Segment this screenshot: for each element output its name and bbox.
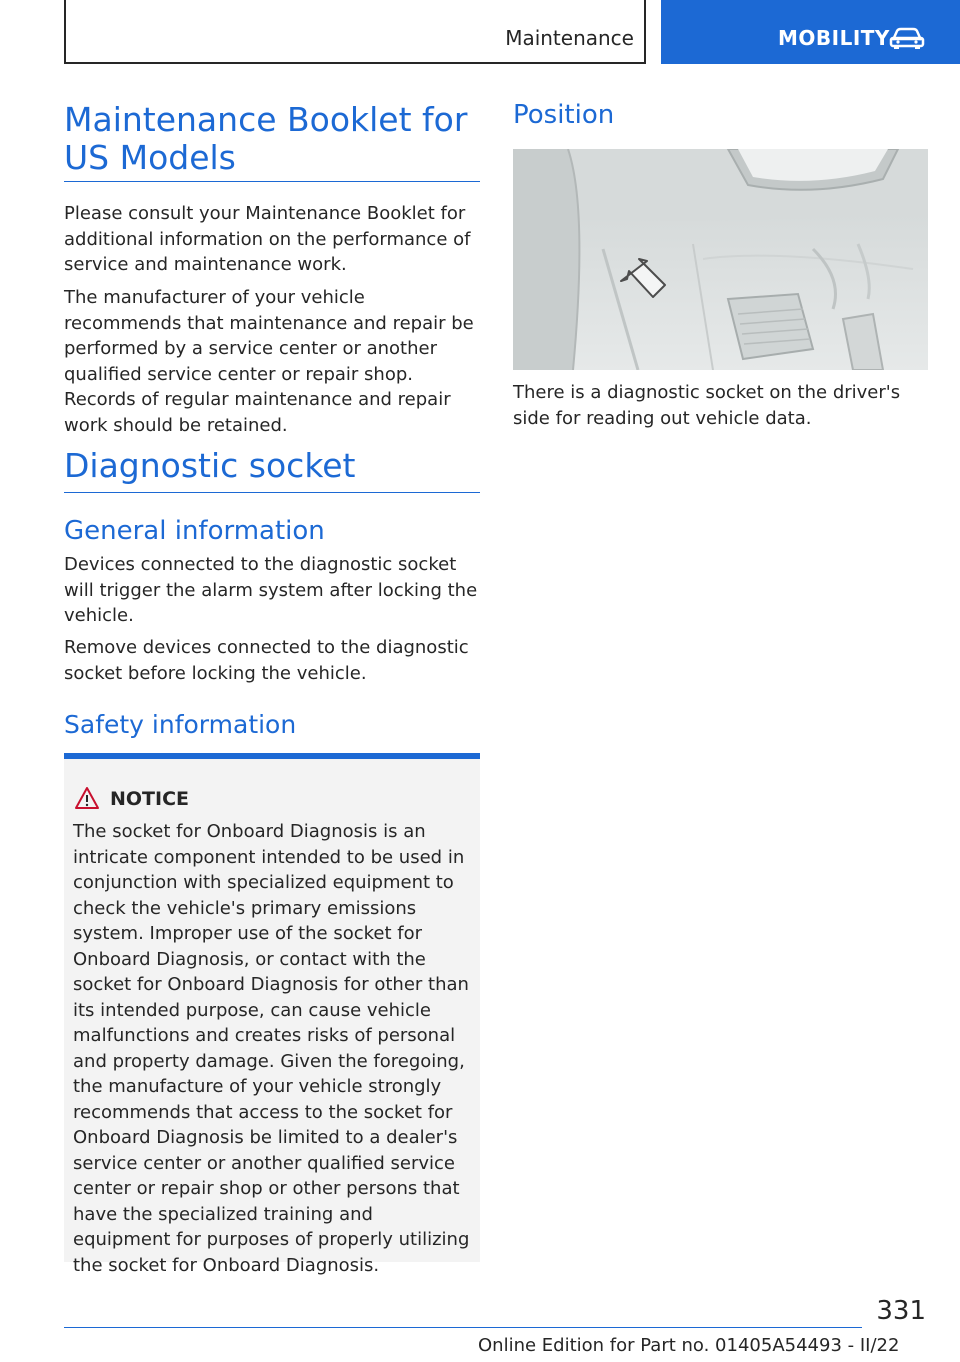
header-section-box xyxy=(64,0,646,64)
general-info-paragraph-2: Remove devices connected to the diagnostic socket before locking the vehicle. xyxy=(64,637,469,684)
booklet-heading: Maintenance Booklet for US Models xyxy=(64,100,468,177)
booklet-paragraph-2: The manufacturer of your vehicle recommends that maintenance and repair be performed by a service center or another qualified service center or repair shop. Records of regular maintenance and repair work should be retained. xyxy=(64,287,474,436)
general-info-paragraph-1: Devices connected to the diagnostic socket will trigger the alarm system after locking the vehicle. xyxy=(64,554,478,626)
footer-rule xyxy=(64,1327,862,1328)
safety-info-heading: Safety information xyxy=(64,710,297,739)
position-heading: Position xyxy=(513,100,615,130)
notice-box xyxy=(64,753,480,1276)
diagnostic-socket-photo xyxy=(513,149,928,370)
edition-text: Online Edition for Part no. 01405A54493 - II/22 xyxy=(478,1335,900,1356)
heading-rule xyxy=(64,181,480,182)
chapter-label: MOBILITY xyxy=(778,26,890,50)
booklet-paragraph-1: Please consult your Maintenance Booklet for additional information on the performance of service and maintenance work. xyxy=(64,203,471,275)
general-info-heading: General information xyxy=(64,516,325,546)
position-caption: There is a diagnostic socket on the driver's side for reading out vehicle data. xyxy=(513,382,901,429)
page-number: 331 xyxy=(876,1296,926,1326)
section-title: Maintenance xyxy=(505,26,634,50)
notice-text: The socket for Onboard Diagnosis is an intricate component intended to be used in conjunction with specialized equipment to check the vehicle's primary emissions system. Improper use of the socket for Onboard Diagnosis, or contact with the socket for Onboard Diagnosis for other than its intended purpose, can cause vehicle malfunctions and creates risks of personal and property damage. Given the foregoing, the manufacture of your vehicle strongly recommends that access to the socket for Onboard Diagnosis be limited to a dealer's service center or another qualified service center or repair shop or other persons that have the specialized training and equipment for purposes of properly utilizing the socket for Onboard Diagnosis. xyxy=(73,821,470,1276)
heading-rule xyxy=(64,492,480,493)
car-icon xyxy=(889,26,925,50)
diagnostic-heading: Diagnostic socket xyxy=(64,446,356,485)
notice-label: NOTICE xyxy=(110,788,190,810)
warning-triangle-icon xyxy=(74,786,100,810)
chapter-tab xyxy=(661,0,960,64)
